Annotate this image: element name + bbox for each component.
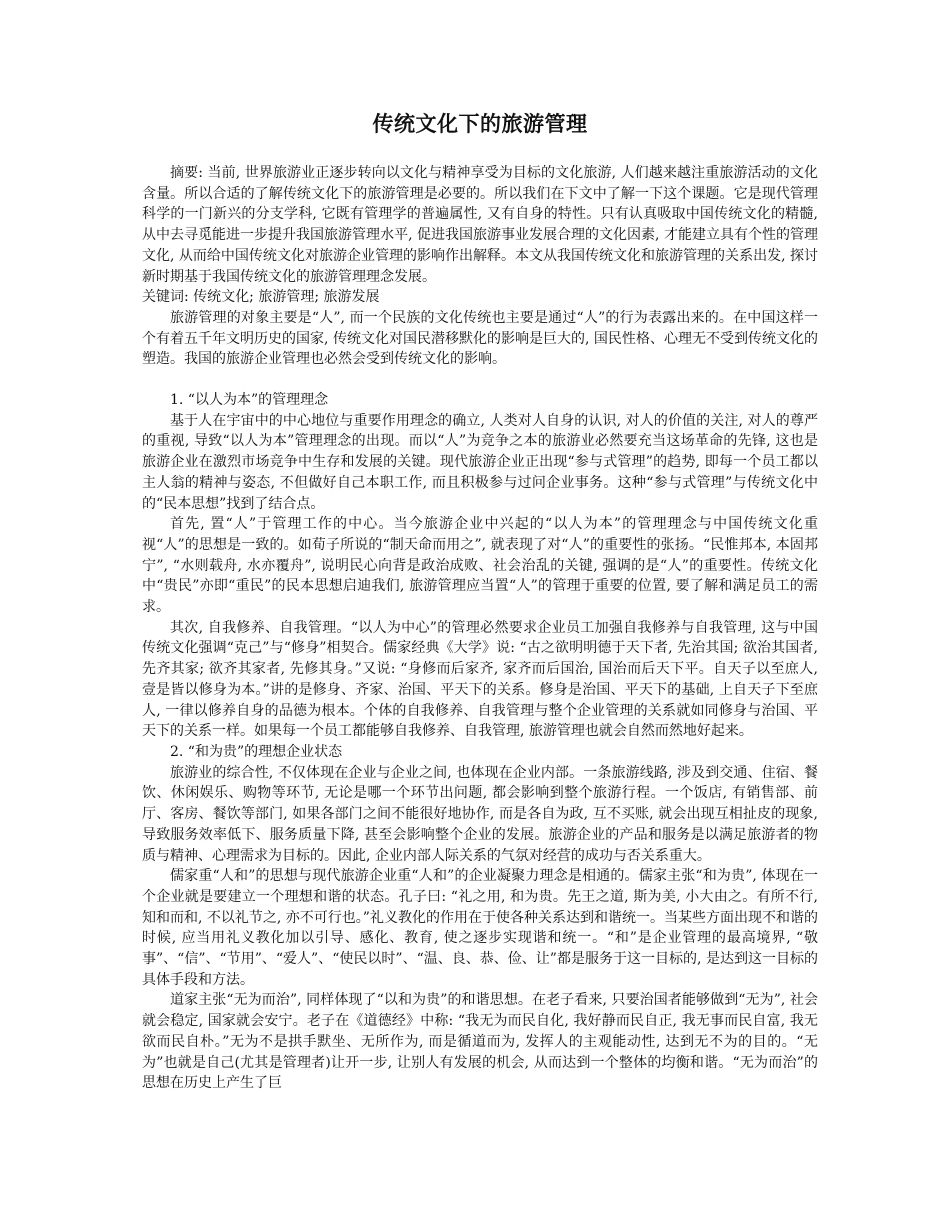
section1-paragraph-2: 首先, 置“人”于管理工作的中心。当今旅游企业中兴起的“以人为本”的管理理念与中国传统文化重视“人”的思想是一致的。如荀子所说的“制天命而用之”, 就表现了对“人”的重要性的张扬。“民惟邦本, 本固邦宁”, “水则载舟, 水亦覆舟”, 说明民心向背是政治成败、社会治乱的关键, 强调的是“人”的重要性。传统文化中“贵民”亦即“重民”的民本思想启迪我们, 旅游管理应当置“人”的管理于重要的位置, 要了解和满足员工的需求。	[142, 516, 818, 616]
document-title: 传统文化下的旅游管理	[372, 111, 588, 136]
section1-heading: 1. “以人为本”的管理理念	[170, 392, 329, 409]
section2-heading: 2. “和为贵”的理想企业状态	[170, 743, 343, 760]
keywords-line: 关键词: 传统文化; 旅游管理; 旅游发展	[142, 289, 380, 306]
section2-paragraph-1: 旅游业的综合性, 不仅体现在企业与企业之间, 也体现在企业内部。一条旅游线路, 涉及到交通、住宿、餐饮、休闲娱乐、购物等环节, 无论是哪一个环节出问题, 都会影响到整个旅游行程。一个饭店, 有销售部、前厅、客房、餐饮等部门, 如果各部门之间不能很好地协作, 而是各自为政, 互不买账, 就会出现互相扯皮的现象, 导致服务效率低下、服务质量下降, 甚至会影响整个企业的发展。旅游企业的产品和服务是以满足旅游者的物质与精神、心理需求为目标的。因此, 企业内部人际关系的气氛对经营的成功与否关系重大。	[142, 764, 818, 864]
section1-paragraph-3: 其次, 自我修养、自我管理。“以人为中心”的管理必然要求企业员工加强自我修养与自我管理, 这与中国传统文化强调“克己”与“修身”相契合。儒家经典《大学》说: “古之欲明明德于天下者, 先治其国; 欲治其国者, 先齐其家; 欲齐其家者, 先修其身。”又说: “身修而后家齐, 家齐而后国治, 国治而后天下平。自天子以至庶人, 壹是皆以修身为本。”讲的是修身、齐家、治国、平天下的关系。修身是治国、平天下的基础, 上自天子下至庶人, 一律以修养自身的品德为根本。个体的自我修养、自我管理与整个企业管理的关系就如同修身与治国、平天下的关系一样。如果每一个员工都能够自我修养、自我管理, 旅游管理也就会自然而然地好起来。	[142, 619, 818, 740]
section2-paragraph-2: 儒家重“人和”的思想与现代旅游企业重“人和”的企业凝聚力理念是相通的。儒家主张“和为贵”, 体现在一个企业就是要建立一个理想和谐的状态。孔子曰: “礼之用, 和为贵。先王之道, 斯为美, 小大由之。有所不行, 知和而和, 不以礼节之, 亦不可行也。”礼义教化的作用在于使各种关系达到和谐统一。当某些方面出现不和谐的时候, 应当用礼义教化加以引导、感化、教育, 使之逐步实现谐和统一。“和”是企业管理的最高境界, “敬事”、“信”、“节用”、“爱人”、“使民以时”、“温、良、恭、俭、让”都是服务于这一目标的, 是达到这一目标的具体手段和方法。	[142, 868, 818, 988]
section1-paragraph-1: 基于人在宇宙中的中心地位与重要作用理念的确立, 人类对人自身的认识, 对人的价值的关注, 对人的尊严的重视, 导致“以人为本”管理理念的出现。而以“人”为竞争之本的旅游业必然要充当这场革命的先锋, 这也是旅游企业在激烈市场竞争中生存和发展的关键。现代旅游企业正出现“参与式管理”的趋势, 即每一个员工都以主人翁的精神与姿态, 不但做好自己本职工作, 而且积极参与过问企业事务。这种“参与式管理”与传统文化中的“民本思想”找到了结合点。	[142, 412, 818, 512]
section2-paragraph-3: 道家主张“无为而治”, 同样体现了“以和为贵”的和谐思想。在老子看来, 只要治国者能够做到“无为”, 社会就会稳定, 国家就会安宁。老子在《道德经》中称: “我无为而民自化, 我好静而民自正, 我无事而民自富, 我无欲而民自朴。”无为不是拱手默坐、无所作为, 而是循道而为, 发挥人的主观能动性, 达到无不为的目的。“无为”也就是自己(尤其是管理者)让开一步, 让别人有发展的机会, 从而达到一个整体的均衡和谐。“无为而治”的思想在历史上产生了巨	[142, 992, 818, 1092]
section-spacer	[142, 370, 818, 390]
intro-paragraph: 旅游管理的对象主要是“人”, 而一个民族的文化传统也主要是通过“人”的行为表露出来的。在中国这样一个有着五千年文明历史的国家, 传统文化对国民潜移默化的影响是巨大的, 国民性格、心理无不受到传统文化的塑造。我国的旅游企业管理也必然会受到传统文化的影响。	[142, 309, 818, 368]
document-page	[142, 110, 818, 1094]
abstract-paragraph: 摘要: 当前, 世界旅游业正逐步转向以文化与精神享受为目标的文化旅游, 人们越来越注重旅游活动的文化含量。所以合适的了解传统文化下的旅游管理是必要的。所以我们在下文中了解一下这个课题。它是现代管理科学的一门新兴的分支学科, 它既有管理学的普遍属性, 又有自身的特性。只有认真吸取中国传统文化的精髓, 从中去寻觅能进一步提升我国旅游管理水平, 促进我国旅游事业发展合理的文化因素, 才能建立具有个性的管理文化, 从而给中国传统文化对旅游企业管理的影响作出解释。本文从我国传统文化和旅游管理的关系出发, 探讨新时期基于我国传统文化的旅游管理理念发展。	[142, 165, 818, 285]
